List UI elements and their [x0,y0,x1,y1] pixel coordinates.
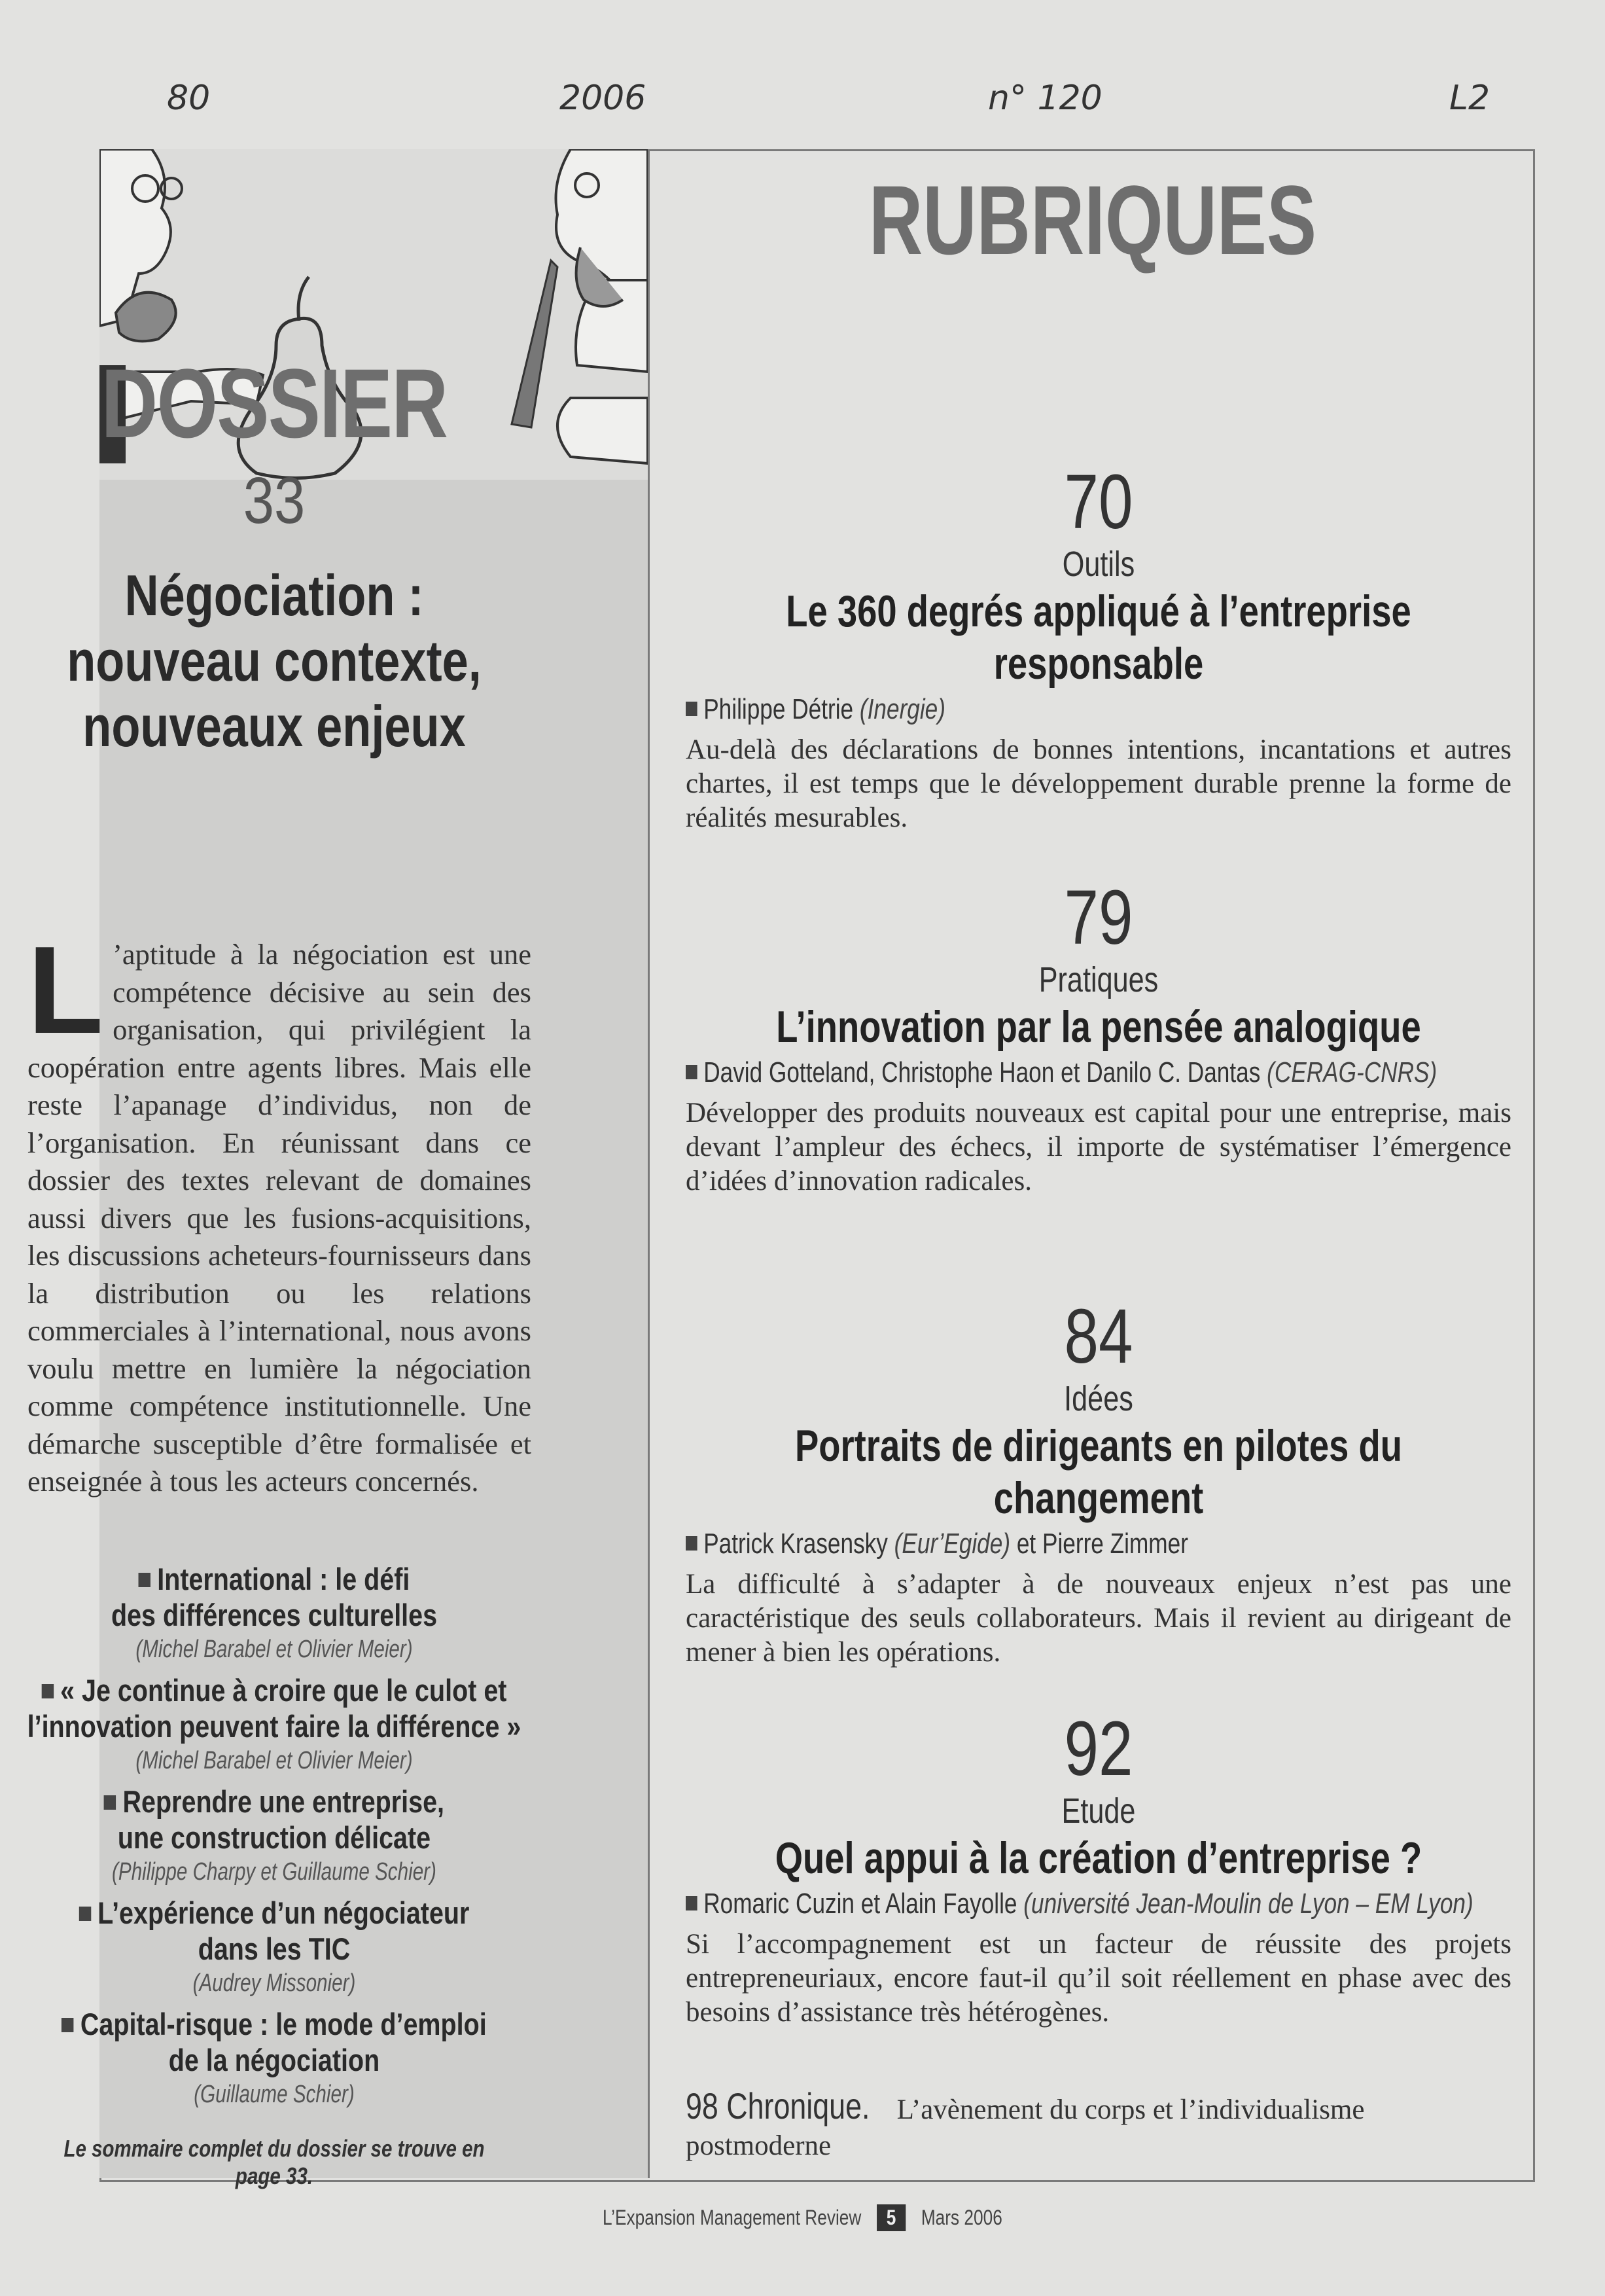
square-bullet-icon [42,1684,54,1698]
list-item[interactable] [0,1895,548,2000]
rubrique-page-number: 70 [1064,459,1133,545]
page-number: 5 [877,2204,906,2231]
handwritten-note: 2006 [559,79,646,118]
dossier-page-number: 33 [243,464,306,537]
rubrique-description: Au-delà des déclarations de bonnes intentions, incantations et autres chartes, il est temps que le développement durable prenne la forme de réalités mesurables. [686,734,1511,833]
dossier-intro [27,921,531,1501]
rubrique-author: Philippe Détrie (Inergie) [686,690,1347,729]
rubrique-author: Romaric Cuzin et Alain Fayolle (université Jean-Moulin de Lyon – EM Lyon) [686,1884,1347,1924]
article-title: L’expérience d’un négociateur dans les TIC [11,1895,538,1967]
rubrique-title: L’innovation par la pensée analogique [776,1002,1421,1052]
square-bullet-icon [686,1536,697,1551]
chronique-text: L’avènement du corps et l’individualisme postmoderne [686,2094,1365,2161]
rubrique-title: Le 360 degrés appliqué à l’entreprise responsable [786,586,1411,689]
square-bullet-icon [686,1065,697,1079]
rubrique-author: Patrick Krasensky (Eur’Egide) et Pierre Zimmer [686,1524,1347,1564]
handwritten-note: n° 120 [988,79,1102,118]
article-title: Capital-risque : le mode d’emploi de la négociation [11,2006,538,2078]
rubrique-title: Portraits de dirigeants en pilotes du changement [795,1421,1402,1523]
square-bullet-icon [79,1907,91,1921]
page-footer [0,2204,1605,2231]
square-bullet-icon [62,2018,73,2032]
headline-line: Négociation : [124,563,424,628]
rubriques-heading: RUBRIQUES [868,165,1317,275]
list-item[interactable] [0,2006,548,2111]
chronique-label: 98 Chronique. [686,2085,870,2126]
rubrique-item[interactable] [686,1293,1511,1670]
rubrique-author: David Gotteland, Christophe Haon et Danilo C. Dantas (CERAG-CNRS) [686,1053,1347,1092]
headline-line: nouveau contexte, [67,628,482,693]
article-author: (Philippe Charpy et Guillaume Schier) [112,1858,436,1886]
dossier-article-list [0,1561,548,2117]
rubrique-description: La difficulté à s’adapter à de nouveaux enjeux n’est pas une caractéristique des seuls collaborateurs. Mais il revient au dirigeant de mener à bien les opérations. [686,1569,1511,1668]
issue-date: Mars 2006 [921,2206,1002,2229]
rubrique-item[interactable] [686,874,1511,1198]
rubrique-description: Si l’accompagnement est un facteur de réussite des projets entrepreneuriaux, encore faut-il qu’il soit réellement en phase avec des besoins d’assistance très hétérogènes. [686,1929,1511,2028]
square-bullet-icon [104,1795,116,1810]
article-author: (Guillaume Schier) [194,2081,355,2108]
handwritten-note: 80 [167,79,211,118]
rubrique-category: Idées [1064,1379,1133,1418]
rubrique-item[interactable] [686,461,1511,835]
rubrique-title: Quel appui à la création d’entreprise ? [775,1833,1422,1883]
rubrique-category: Pratiques [1038,960,1159,999]
dossier-footnote: Le sommaire complet du dossier se trouve en page 33. [63,2135,485,2189]
rubrique-category: Etude [1061,1791,1136,1831]
publication-name: L’Expansion Management Review [603,2206,862,2229]
rubrique-page-number: 84 [1064,1293,1133,1380]
intro-text: ’aptitude à la négociation est une compétence décisive au sein des organisation, qui privilégient la coopération entre agents libres. Mais elle reste l’apanage d’individus, non de l’organisation. En réunissant dans ce dossier des textes relevant de domaines aussi divers que les fusions-acquisitions, les discussions acheteurs-fournisseurs dans la distribution ou les relations commerciales à l’international, nous avons voulu mettre en lumière la négociation comme compétence institutionnelle. Une démarche susceptible d’être formalisée et enseignée à tous les acteurs concernés. [27,938,531,1498]
dossier-headline [49,563,499,759]
article-author: (Audrey Missonier) [192,1969,356,1997]
square-bullet-icon [686,702,697,716]
handwritten-note: L2 [1449,79,1490,118]
article-author: (Michel Barabel et Olivier Meier) [135,1636,413,1663]
rubrique-description: Développer des produits nouveaux est capital pour une entreprise, mais devant l’ampleur des échecs, il importe de systématiser l’émergence d’idées d’innovation radicales. [686,1098,1511,1196]
drop-cap: L [27,921,104,1060]
rubrique-page-number: 92 [1064,1706,1133,1792]
list-item[interactable] [0,1561,548,1666]
article-title: Reprendre une entreprise, une construction délicate [11,1784,538,1856]
article-title: « Je continue à croire que le culot et l’innovation peuvent faire la différence » [27,1673,521,1744]
rubrique-item[interactable] [686,1708,1511,2030]
square-bullet-icon [139,1573,150,1587]
article-author: (Michel Barabel et Olivier Meier) [135,1747,413,1774]
rubrique-category: Outils [1062,545,1135,584]
article-title: International : le défi des différences culturelles [111,1562,438,1632]
list-item[interactable] [0,1672,548,1777]
square-bullet-icon [686,1896,697,1910]
headline-line: nouveaux enjeux [82,694,466,759]
dossier-heading: DOSSIER [101,348,448,458]
list-item[interactable] [0,1784,548,1888]
rubrique-page-number: 79 [1064,874,1133,961]
chronique-item[interactable] [686,2085,1511,2164]
